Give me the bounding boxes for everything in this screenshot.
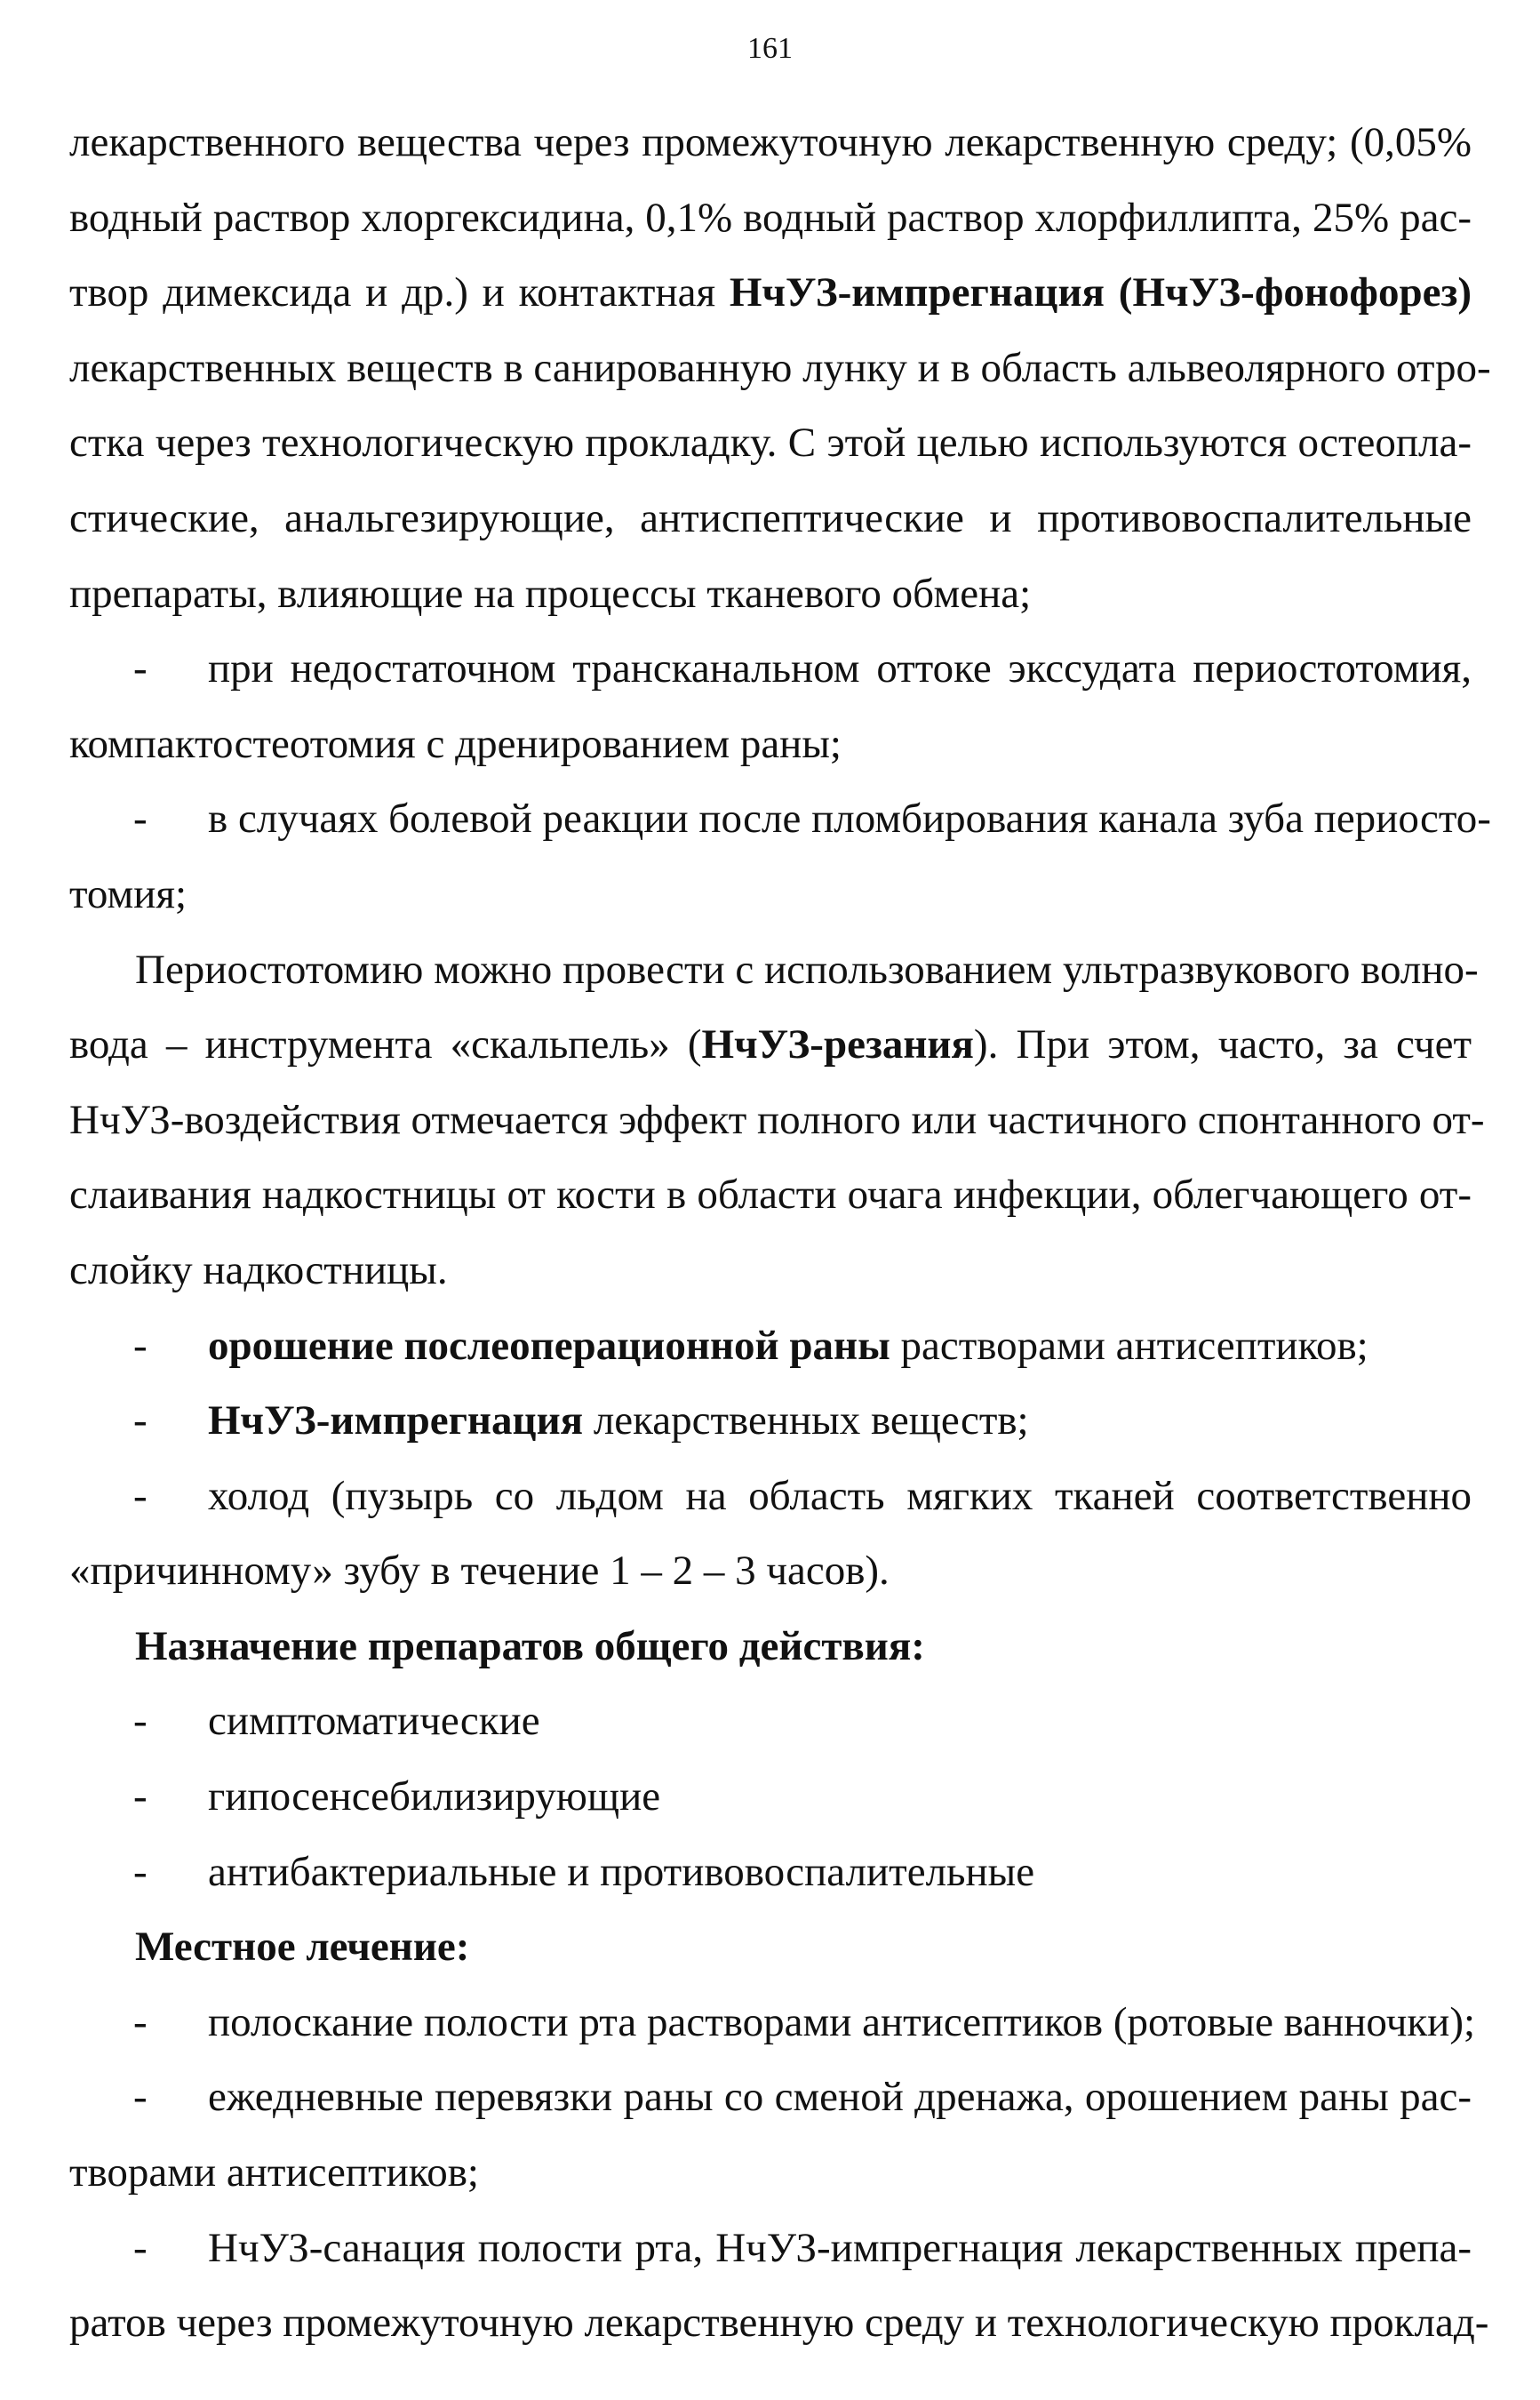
text-line: водный раствор хлоргексидина, 0,1% водный раствор хлорфиллипта, 25% рас- — [69, 194, 1472, 241]
page-number: 161 — [747, 32, 793, 65]
list-item-text: симптоматические — [208, 1698, 540, 1745]
list-item-text — [208, 1383, 1472, 1459]
list-dash: - — [133, 1322, 148, 1369]
text-line: компактостеотомия с дренированием раны; — [69, 720, 842, 767]
list-item-text: полоскание полости рта растворами антисептиков (ротовые ванночки); — [208, 1998, 1476, 2045]
text-run: вода – инструмента «скальпель» ( — [69, 1021, 702, 1068]
text-line: Периостотомию можно провести с использованием ультразвукового волно- — [135, 946, 1479, 993]
text-line: лекарственных веществ в санированную лунку и в область альвеолярного отро- — [69, 344, 1491, 391]
list-dash: - — [133, 1397, 148, 1444]
text-line: НчУЗ-воздействия отмечается эффект полного или частичного спонтанного от- — [69, 1096, 1485, 1143]
text-line — [69, 255, 1472, 331]
text-line: стические, анальгезирующие, антиспептические и противовоспалительные — [69, 494, 1472, 541]
list-item-text: НчУЗ-санация полости рта, НчУЗ-импрегнация лекарственных препа- — [208, 2224, 1472, 2271]
list-item — [69, 781, 1491, 857]
list-dash: - — [133, 2074, 148, 2121]
section-heading: Местное лечение: — [135, 1924, 470, 1971]
list-item-text: в случаях болевой реакции после пломбирования канала зуба периосто- — [208, 796, 1491, 843]
term-bold: НчУЗ-импрегнация — [729, 269, 1105, 316]
text-line — [69, 1007, 1472, 1083]
list-item-text: холод (пузырь со льдом на область мягких тканей соответственно — [208, 1472, 1472, 1519]
list-item — [69, 2060, 1472, 2135]
list-item-text: гипосенсебилизирующие — [208, 1773, 661, 1820]
list-item-text — [208, 1308, 1472, 1384]
list-item-text: при недостаточном трансканальном оттоке экссудата периостотомия, — [208, 645, 1472, 692]
list-item — [69, 1759, 1472, 1835]
list-dash: - — [133, 2224, 148, 2271]
list-item — [69, 2211, 1472, 2286]
list-item — [69, 1308, 1472, 1384]
text-line: «причинному» зубу в течение 1 – 2 – 3 часов). — [69, 1548, 890, 1595]
text-line: томия; — [69, 870, 188, 917]
text-run: растворами антисептиков; — [890, 1322, 1368, 1369]
text-run: лекарственных веществ; — [583, 1397, 1029, 1444]
term-bold: орошение послеоперационной раны — [208, 1322, 890, 1369]
list-dash: - — [133, 1998, 148, 2045]
list-item-text: ежедневные перевязки раны со сменой дренажа, орошением раны рас- — [208, 2074, 1472, 2121]
list-item — [69, 1985, 1476, 2060]
term-bold: НчУЗ-резания — [701, 1021, 974, 1068]
text-run: ). При этом, часто, за счет — [973, 1021, 1472, 1068]
term-bold: НчУЗ-фонофорез — [1132, 269, 1458, 316]
list-item — [69, 1459, 1472, 1534]
list-item-text: антибактериальные и противовоспалительные — [208, 1848, 1035, 1895]
text-line: препараты, влияющие на процессы тканевого обмена; — [69, 570, 1032, 617]
text-line: творами антисептиков; — [69, 2149, 479, 2196]
list-dash: - — [133, 645, 148, 692]
list-dash: - — [133, 1472, 148, 1519]
term-bold: НчУЗ-импрегнация — [208, 1397, 584, 1444]
list-item — [69, 1835, 1472, 1910]
text-line: слаивания надкостницы от кости в области очага инфекции, облегчающего от- — [69, 1172, 1472, 1219]
text-line: лекарственного вещества через промежуточную лекарственную среду; (0,05% — [69, 119, 1472, 165]
text-run: ( — [1104, 269, 1133, 316]
document-body — [69, 105, 1491, 2361]
list-dash: - — [133, 1848, 148, 1895]
text-line: слойку надкостницы. — [69, 1246, 448, 1293]
list-dash: - — [133, 1698, 148, 1745]
list-item — [69, 1383, 1472, 1459]
text-line: ратов через промежуточную лекарственную среду и технологическую проклад- — [69, 2300, 1489, 2347]
list-dash: - — [133, 1773, 148, 1820]
list-item — [69, 631, 1472, 707]
text-run: ) — [1457, 269, 1472, 316]
text-line: стка через технологическую прокладку. С этой целью используются остеопла- — [69, 420, 1472, 467]
list-item — [69, 1684, 1472, 1759]
list-dash: - — [133, 796, 148, 843]
text-run: твор димексида и др.) и контактная — [69, 269, 730, 316]
section-heading: Назначение препаратов общего действия: — [135, 1622, 925, 1669]
